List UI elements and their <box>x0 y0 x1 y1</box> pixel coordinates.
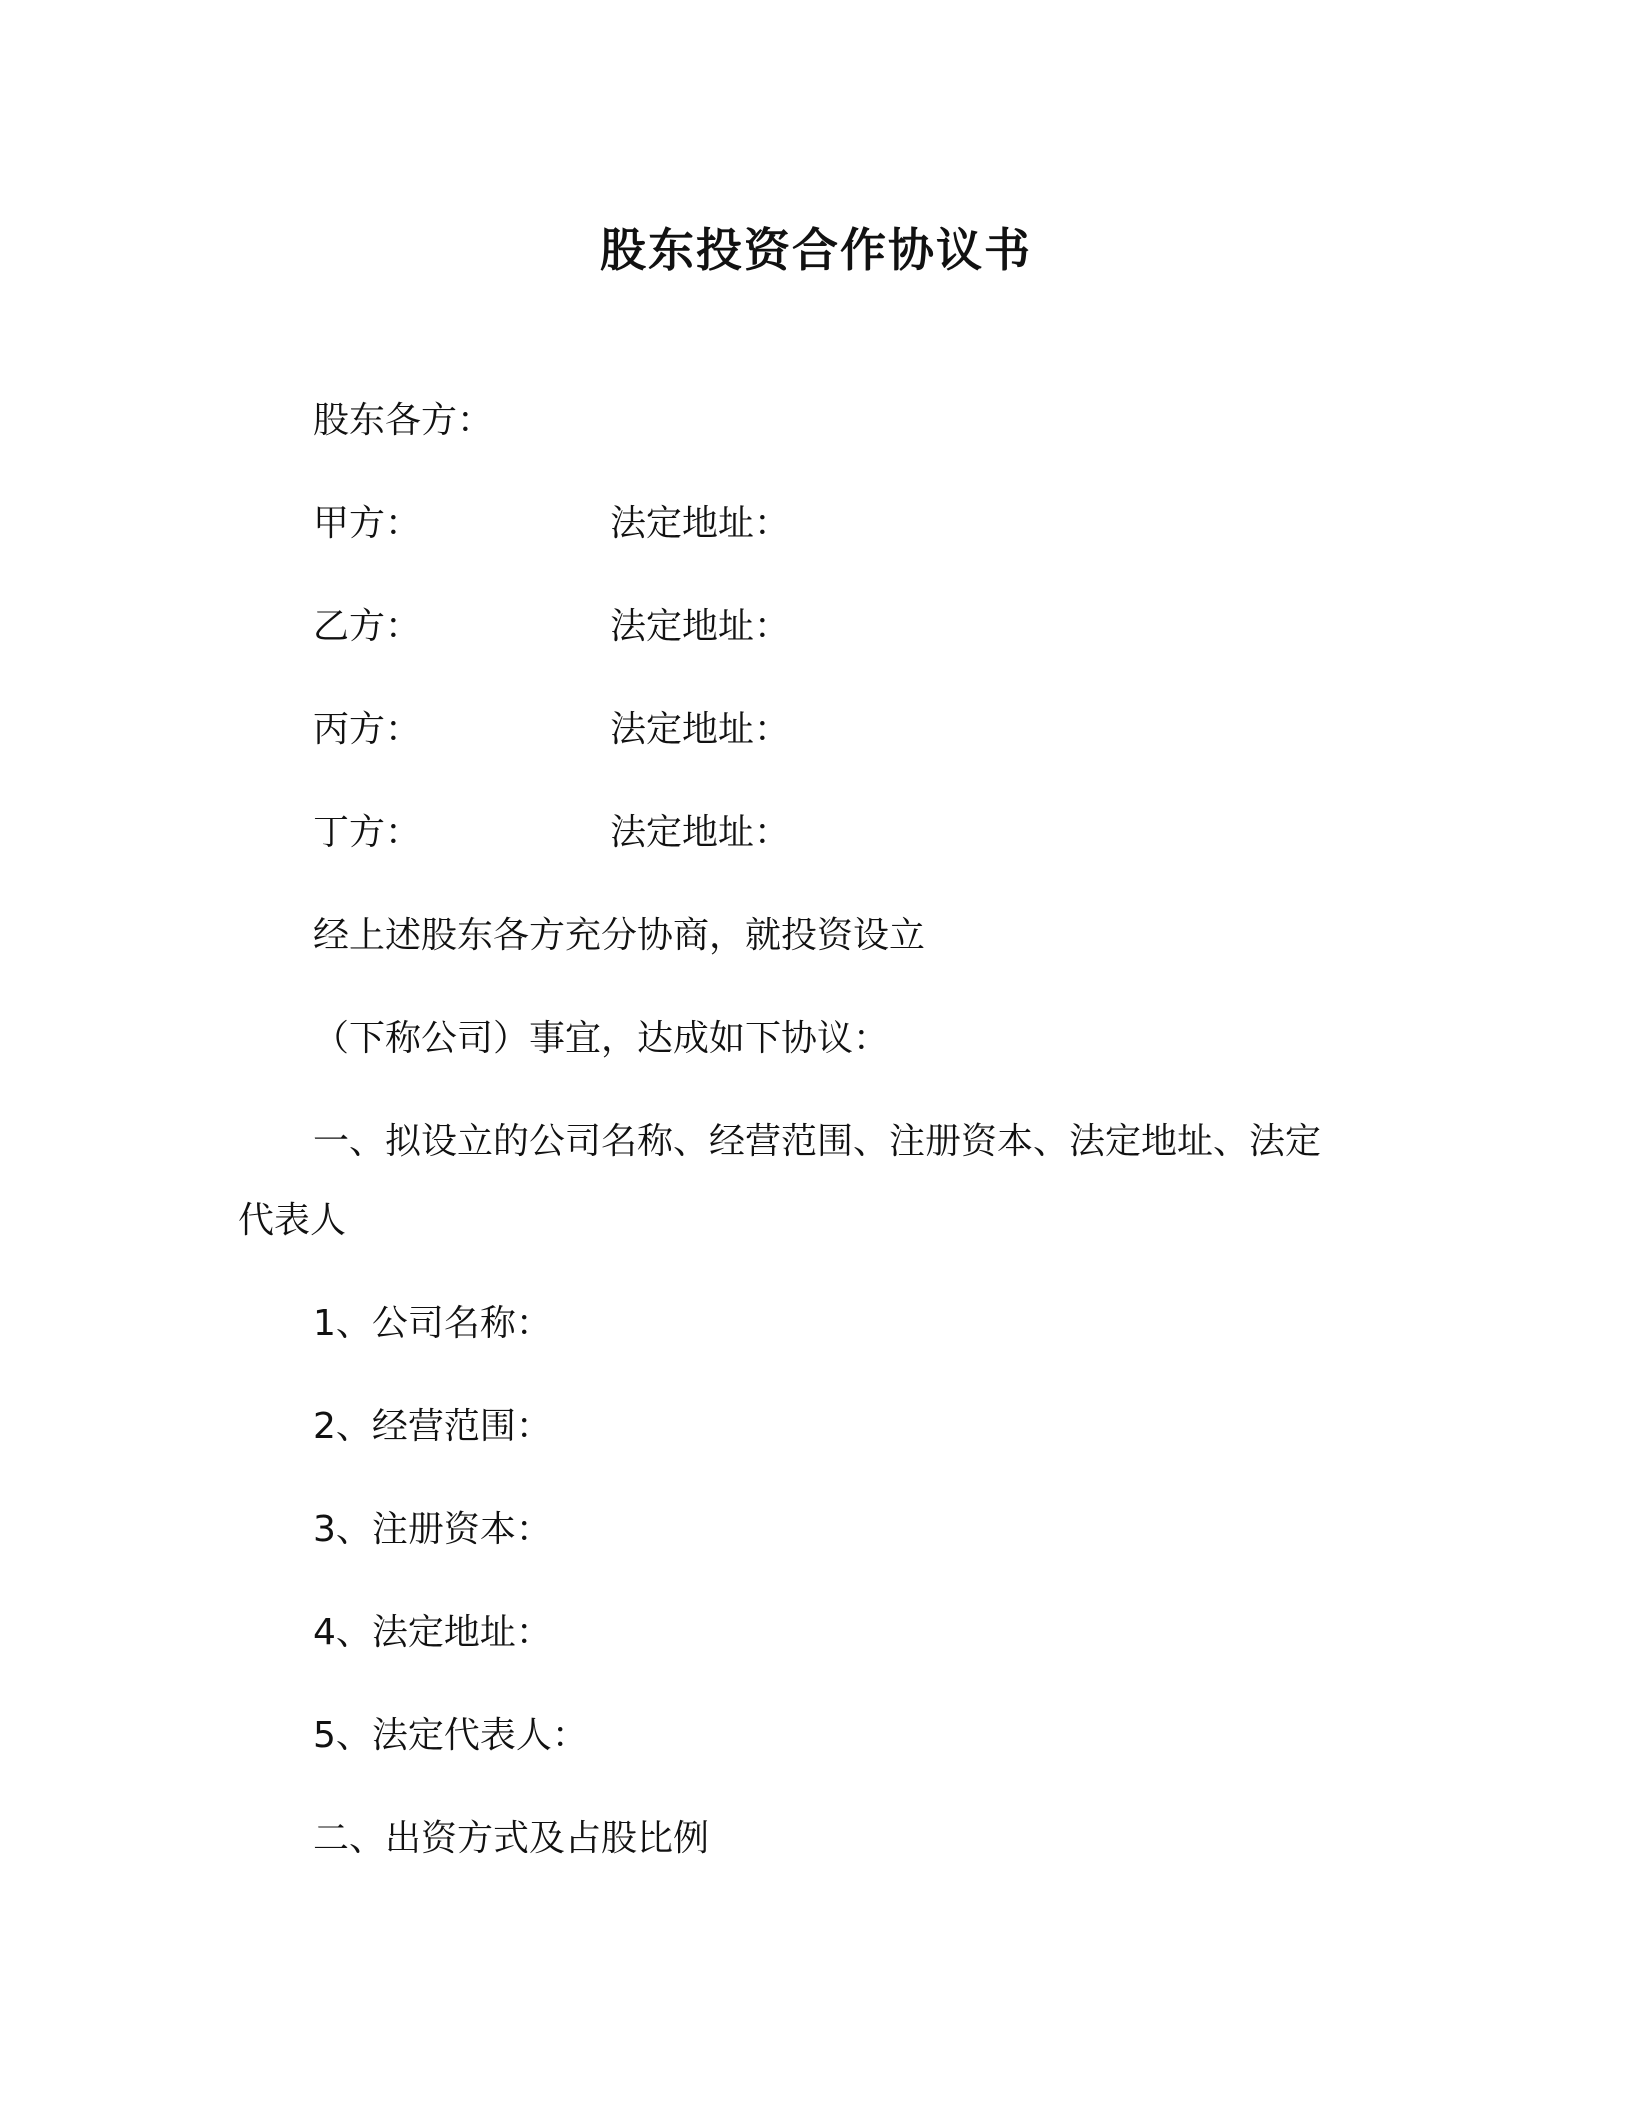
section-1-item-business-scope: 2、经营范围： <box>313 1406 552 1447</box>
party-d-address-label: 法定地址： <box>610 812 791 853</box>
party-c-label: 丙方： <box>313 709 422 750</box>
parties-intro: 股东各方： <box>313 400 494 441</box>
section-1-item-legal-address: 4、法定地址： <box>313 1612 552 1653</box>
party-d-label: 丁方： <box>313 812 422 853</box>
preamble-line-1: 经上述股东各方充分协商，就投资设立 <box>313 915 926 956</box>
section-1-heading-line-1: 一、拟设立的公司名称、经营范围、注册资本、法定地址、法定 <box>313 1121 1322 1162</box>
section-1-item-company-name: 1、公司名称： <box>313 1303 552 1344</box>
party-b-address-label: 法定地址： <box>610 606 791 647</box>
party-a-label: 甲方： <box>313 503 422 544</box>
party-b-label: 乙方： <box>313 606 422 647</box>
section-1-item-registered-capital: 3、注册资本： <box>313 1509 552 1550</box>
section-2-heading: 二、出资方式及占股比例 <box>313 1818 710 1859</box>
section-1-heading-line-2: 代表人 <box>238 1200 347 1241</box>
section-1-item-legal-representative: 5、法定代表人： <box>313 1715 588 1756</box>
party-c-address-label: 法定地址： <box>610 709 791 750</box>
document-title: 股东投资合作协议书 <box>600 223 1032 277</box>
party-a-address-label: 法定地址： <box>610 503 791 544</box>
preamble-line-2: （下称公司）事宜，达成如下协议： <box>313 1018 890 1059</box>
